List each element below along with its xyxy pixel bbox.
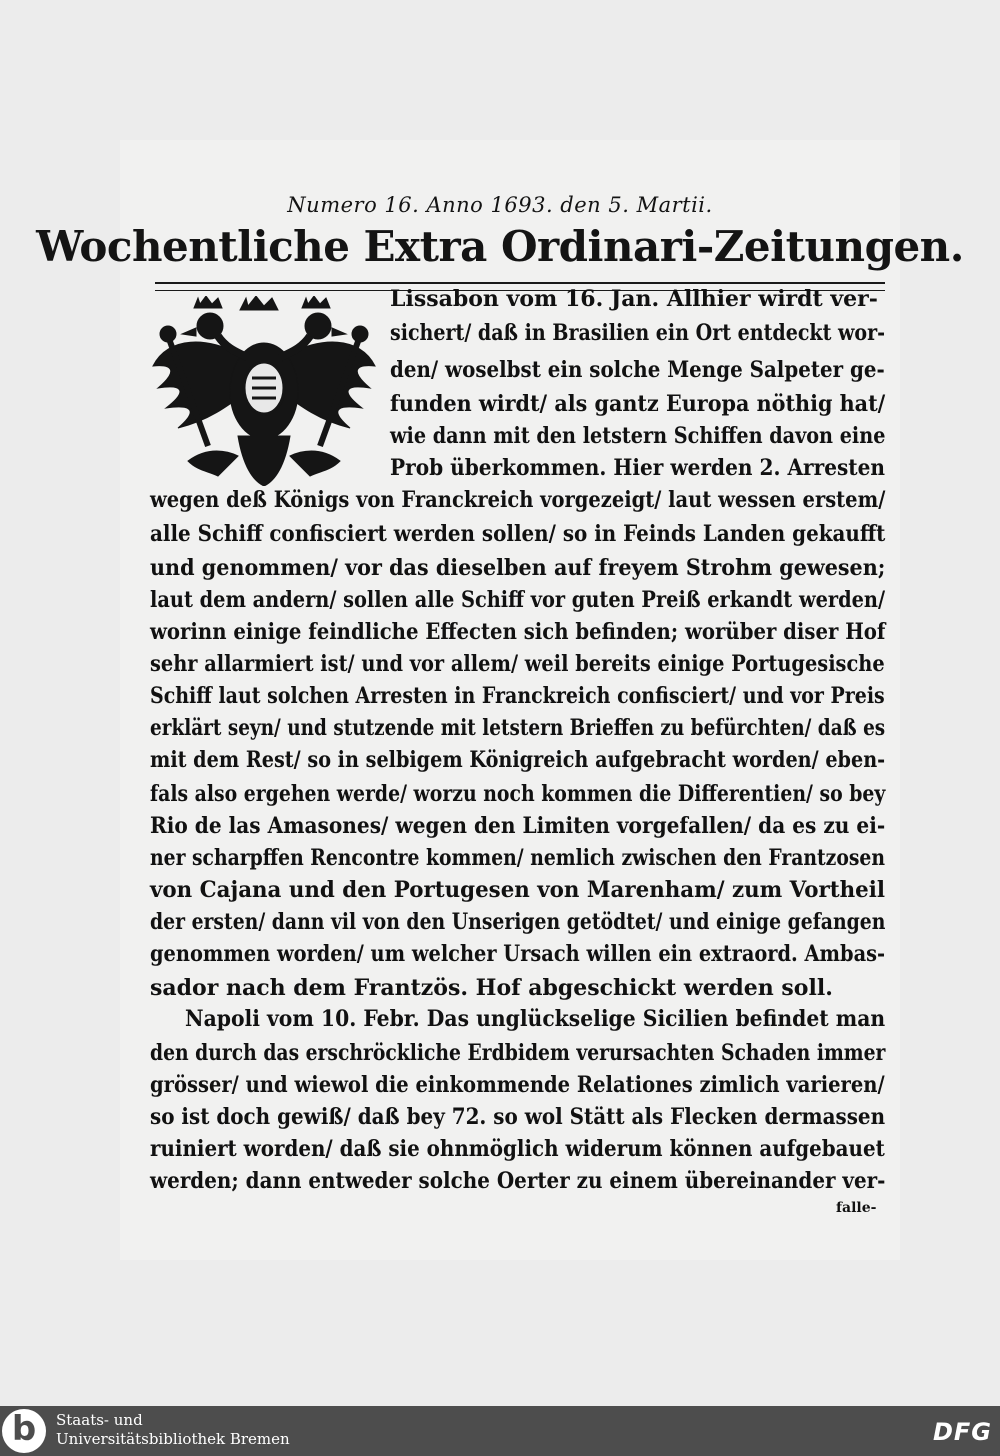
institution-name-line1: Staats- und xyxy=(56,1411,143,1429)
article-line: ner scharpffen Rencontre kommen/ nemlich zwischen den Frantzosen xyxy=(150,845,885,871)
catchword: falle- xyxy=(836,1200,877,1216)
double-headed-eagle-icon xyxy=(148,296,380,486)
article-line: mit dem Rest/ so in selbigem Königreich aufgebracht worden/ eben- xyxy=(150,747,886,773)
article-line: Prob überkommen. Hier werden 2. Arresten xyxy=(390,455,885,481)
article-line: den durch das erschröckliche Erdbidem verursachten Schaden immer xyxy=(150,1040,886,1066)
library-logo-icon[interactable]: b xyxy=(2,1409,46,1453)
article-line: sehr allarmiert ist/ und vor allem/ weil bereits einige Portugesische xyxy=(150,651,885,677)
article-line: sador nach dem Frantzös. Hof abgeschickt werden soll. xyxy=(150,975,833,1001)
article-line: grösser/ und wiewol die einkommende Relationes zimlich varieren/ xyxy=(150,1072,885,1098)
library-footer xyxy=(0,1406,1000,1456)
dfg-logo[interactable]: DFG xyxy=(932,1418,992,1446)
institution-name-line2: Universitätsbibliothek Bremen xyxy=(56,1430,290,1448)
masthead-title: Wochentliche Extra Ordinari-Zeitungen. xyxy=(36,222,964,271)
article-line: von Cajana und den Portugesen von Marenham/ zum Vortheil xyxy=(150,877,885,903)
article-line: fals also ergehen werde/ worzu noch kommen die Differentien/ so bey xyxy=(150,781,886,807)
article-line: so ist doch gewiß/ daß bey 72. so wol Stätt als Flecken dermassen xyxy=(150,1104,886,1130)
article-line: Schiff laut solchen Arresten in Franckreich confisciert/ und vor Preis xyxy=(150,683,885,709)
article-line: laut dem andern/ sollen alle Schiff vor guten Preiß erkandt werden/ xyxy=(150,587,886,613)
article-line: sichert/ daß in Brasilien ein Ort entdeckt wor- xyxy=(390,320,886,346)
article-line: Lissabon vom 16. Jan. Allhier wirdt ver- xyxy=(390,286,878,312)
issue-dateline: Numero 16. Anno 1693. den 5. Martii. xyxy=(287,193,713,217)
article-line: den/ woselbst ein solche Menge Salpeter ge- xyxy=(390,357,885,383)
article-line: Rio de las Amasones/ wegen den Limiten vorgefallen/ da es zu ei- xyxy=(150,813,886,839)
article-line: und genommen/ vor das dieselben auf freyem Strohm gewesen; xyxy=(150,555,886,581)
article-line: wegen deß Königs von Franckreich vorgezeigt/ laut wessen erstem/ xyxy=(150,487,886,513)
article-line: genommen worden/ um welcher Ursach willen ein extraord. Ambas- xyxy=(150,941,886,967)
article-line: werden; dann entweder solche Oerter zu einem übereinander ver- xyxy=(150,1168,886,1194)
article-line: ruiniert worden/ daß sie ohnmöglich widerum können aufgebauet xyxy=(150,1136,885,1162)
article-line: worinn einige feindliche Effecten sich befinden; worüber diser Hof xyxy=(150,619,886,645)
article-line: funden wirdt/ als gantz Europa nöthig hat/ xyxy=(390,391,886,417)
institution-name[interactable] xyxy=(56,1411,290,1449)
article-line: erklärt seyn/ und stutzende mit letstern Brieffen zu befürchten/ daß es xyxy=(150,715,886,741)
article-line: der ersten/ dann vil von den Unserigen getödtet/ und einige gefangen xyxy=(150,909,886,935)
article-line: Napoli vom 10. Febr. Das unglückselige Sicilien befindet man xyxy=(185,1006,886,1032)
article-line: alle Schiff confisciert werden sollen/ so in Feinds Landen gekaufft xyxy=(150,521,886,547)
article-line: wie dann mit den letstern Schiffen davon eine xyxy=(390,423,886,449)
